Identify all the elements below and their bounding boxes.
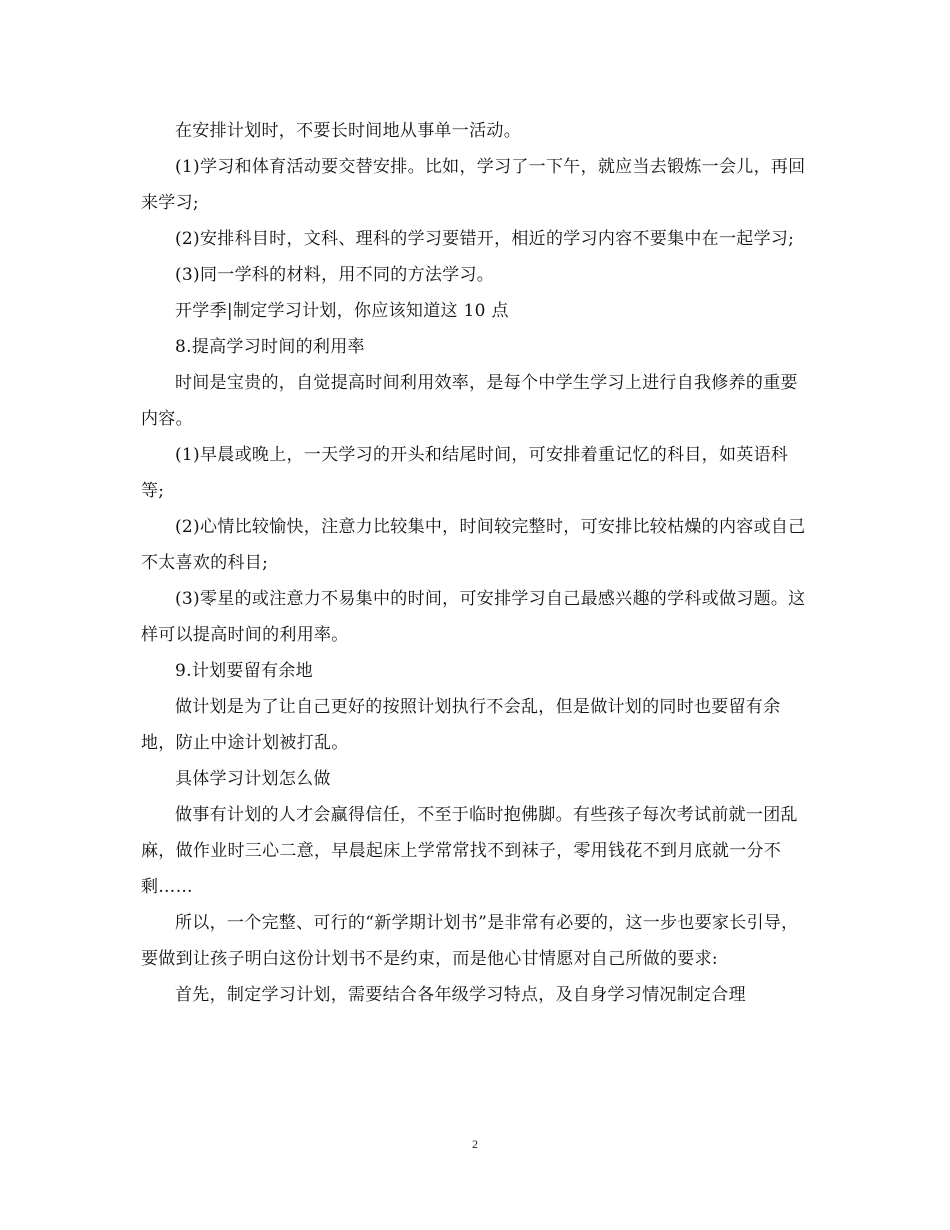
- section-heading-9: 9.计划要留有余地: [175, 661, 313, 681]
- paragraph-time-value: 时间是宝贵的，自觉提高时间利用效率，是每个中学生学习上进行自我修养的重要内容。: [141, 373, 798, 429]
- paragraph-item-3: (3)同一学科的材料，用不同的方法学习。: [175, 265, 495, 285]
- paragraph-item-1: (1)学习和体育活动要交替安排。比如，学习了一下午，就应当去锻炼一会儿，再回来学习;: [141, 157, 806, 213]
- paragraph-leave-room: 做计划是为了让自己更好的按照计划执行不会乱，但是做计划的同时也要留有余地，防止中途计划被打乱。: [141, 697, 781, 753]
- paragraph-first: 首先，制定学习计划，需要结合各年级学习特点，及自身学习情况制定合理: [175, 985, 746, 1005]
- document-body: [141, 113, 806, 1013]
- paragraph-item-2: (2)心情比较愉快，注意力比较集中，时间较完整时，可安排比较枯燥的内容或自己不太喜欢的科目;: [141, 517, 806, 573]
- section-heading-how-to: 具体学习计划怎么做: [175, 769, 331, 789]
- paragraph-item-2: (2)安排科目时，文科、理科的学习要错开，相近的学习内容不要集中在一起学习;: [175, 229, 795, 249]
- paragraph-plan-book: 所以，一个完整、可行的“新学期计划书”是非常有必要的，这一步也要家长引导，要做到让孩子明白这份计划书不是约束，而是他心甘情愿对自己所做的要求:: [141, 913, 799, 969]
- paragraph-item-3: (3)零星的或注意力不易集中的时间，可安排学习自己最感兴趣的学科或做习题。这样可以提高时间的利用率。: [141, 589, 806, 645]
- section-heading-8: 8.提高学习时间的利用率: [175, 337, 365, 357]
- paragraph-planning-trust: 做事有计划的人才会赢得信任，不至于临时抱佛脚。有些孩子每次考试前就一团乱麻，做作业时三心二意，早晨起床上学常常找不到袜子，零用钱花不到月底就一分不剩……: [141, 805, 798, 897]
- paragraph-intro: 在安排计划时，不要长时间地从事单一活动。: [175, 121, 521, 141]
- page-number: 2: [472, 1137, 478, 1151]
- paragraph-item-1: (1)早晨或晚上，一天学习的开头和结尾时间，可安排着重记忆的科目，如英语科等;: [141, 445, 789, 501]
- section-heading: 开学季|制定学习计划，你应该知道这 10 点: [175, 301, 509, 321]
